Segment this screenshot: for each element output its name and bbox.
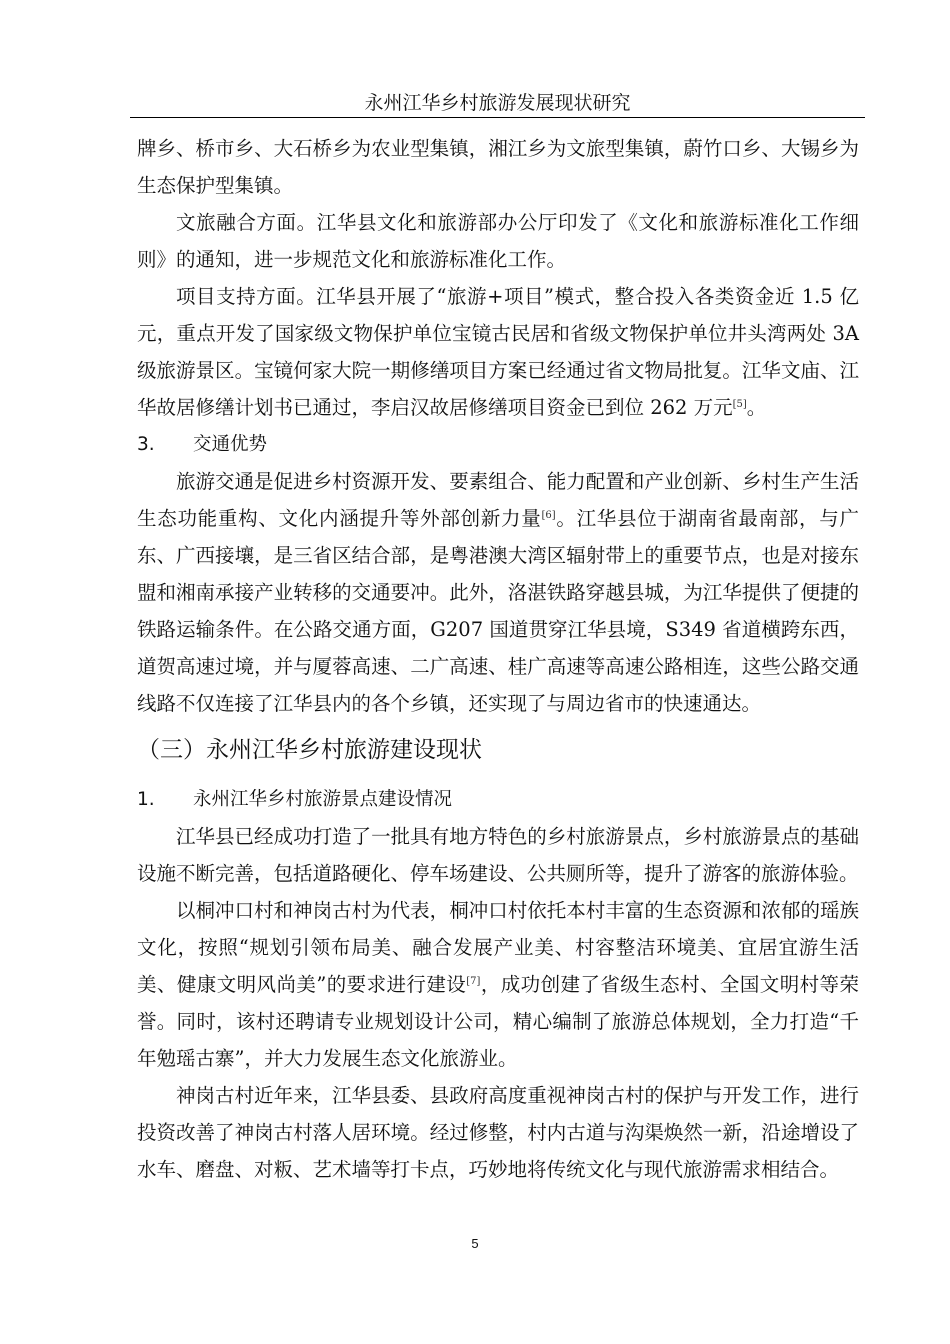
heading-spots [137,781,859,818]
citation-6[interactable]: [6] [541,510,556,521]
citation-5[interactable]: [5] [732,399,747,410]
heading-spots-title: 永州江华乡村旅游景点建设情况 [193,789,453,810]
paragraph-tongchong-text-b: ，成功创建了省级生态村、全国文明村等荣誉。同时，该村还聘请专业规划设计公司，精心编制了旅游总体规划，全力打造“千年勉瑶古寨”，并大力发展生态文化旅游业。 [137,973,859,1070]
paragraph-traffic-text-b: 。江华县位于湖南省最南部，与广东、广西接壤，是三省区结合部，是粤港澳大湾区辐射带上的重要节点，也是对接东盟和湘南承接产业转移的交通要冲。此外，洛湛铁路穿越县城，为江华提供了便捷的铁路运输条件。在公路交通方面，G207 国道贯穿江华县境，S349 省道横跨东西，道贺高速过境，并与厦蓉高速、二广高速、桂广高速等高速公路相连，这些公路交通线路不仅连接了江华县内的各个乡镇，还实现了与周边省市的快速通达。 [137,507,859,715]
page-number: 5 [471,1236,479,1251]
paragraph-towns: 牌乡、桥市乡、大石桥乡为农业型集镇，湘江乡为文旅型集镇，蔚竹口乡、大锡乡为生态保护型集镇。 [137,137,859,197]
heading-traffic-title: 交通优势 [193,434,268,455]
paragraph-shengang: 神岗古村近年来，江华县委、县政府高度重视神岗古村的保护与开发工作，进行投资改善了神岗古村落人居环境。经过修整，村内古道与沟渠焕然一新，沿途增设了水车、磨盘、对粄、艺术墙等打卡点，巧妙地将传统文化与现代旅游需求相结合。 [137,1084,859,1181]
running-header: 永州江华乡村旅游发展现状研究 [130,90,865,118]
heading-traffic [137,426,859,463]
citation-7[interactable]: [7] [466,976,481,987]
paragraph-traffic [137,463,859,722]
heading-traffic-number: 3. [137,434,155,455]
paragraph-project-text: 项目支持方面。江华县开展了“旅游+项目”模式，整合投入各类资金近 1.5 亿元，重点开发了国家级文物保护单位宝镜古民居和省级文物保护单位井头湾两处 3A 级旅游景区。宝镜何家大院一期修缮项目方案已经通过省文物局批复。江华文庙、江华故居修缮计划书已通过，李启汉故居修缮项目资金已到位 262 万元 [137,285,859,419]
paragraph-culture: 文旅融合方面。江华县文化和旅游部办公厅印发了《文化和旅游标准化工作细则》的通知，进一步规范文化和旅游标准化工作。 [137,211,859,271]
paragraph-project [137,278,859,426]
body-text [137,130,859,1188]
paragraph-project-end: 。 [746,396,767,419]
section-heading: （三）永州江华乡村旅游建设现状 [137,737,482,763]
paragraph-tongchong [137,892,859,1077]
paragraph-spots: 江华县已经成功打造了一批具有地方特色的乡村旅游景点，乡村旅游景点的基础设施不断完善，包括道路硬化、停车场建设、公共厕所等，提升了游客的旅游体验。 [137,825,859,885]
paragraph-traffic-text-a: 旅游交通是促进乡村资源开发、要素组合、能力配置和产业创新、乡村生产生活生态功能重构、文化内涵提升等外部创新力量 [137,470,859,530]
paragraph-tongchong-text-a: 以桐冲口村和神岗古村为代表，桐冲口村依托本村丰富的生态资源和浓郁的瑶族文化，按照“规划引领布局美、融合发展产业美、村容整洁环境美、宜居宜游生活美、健康文明风尚美”的要求进行建设 [137,899,859,996]
heading-spots-number: 1. [137,789,155,810]
